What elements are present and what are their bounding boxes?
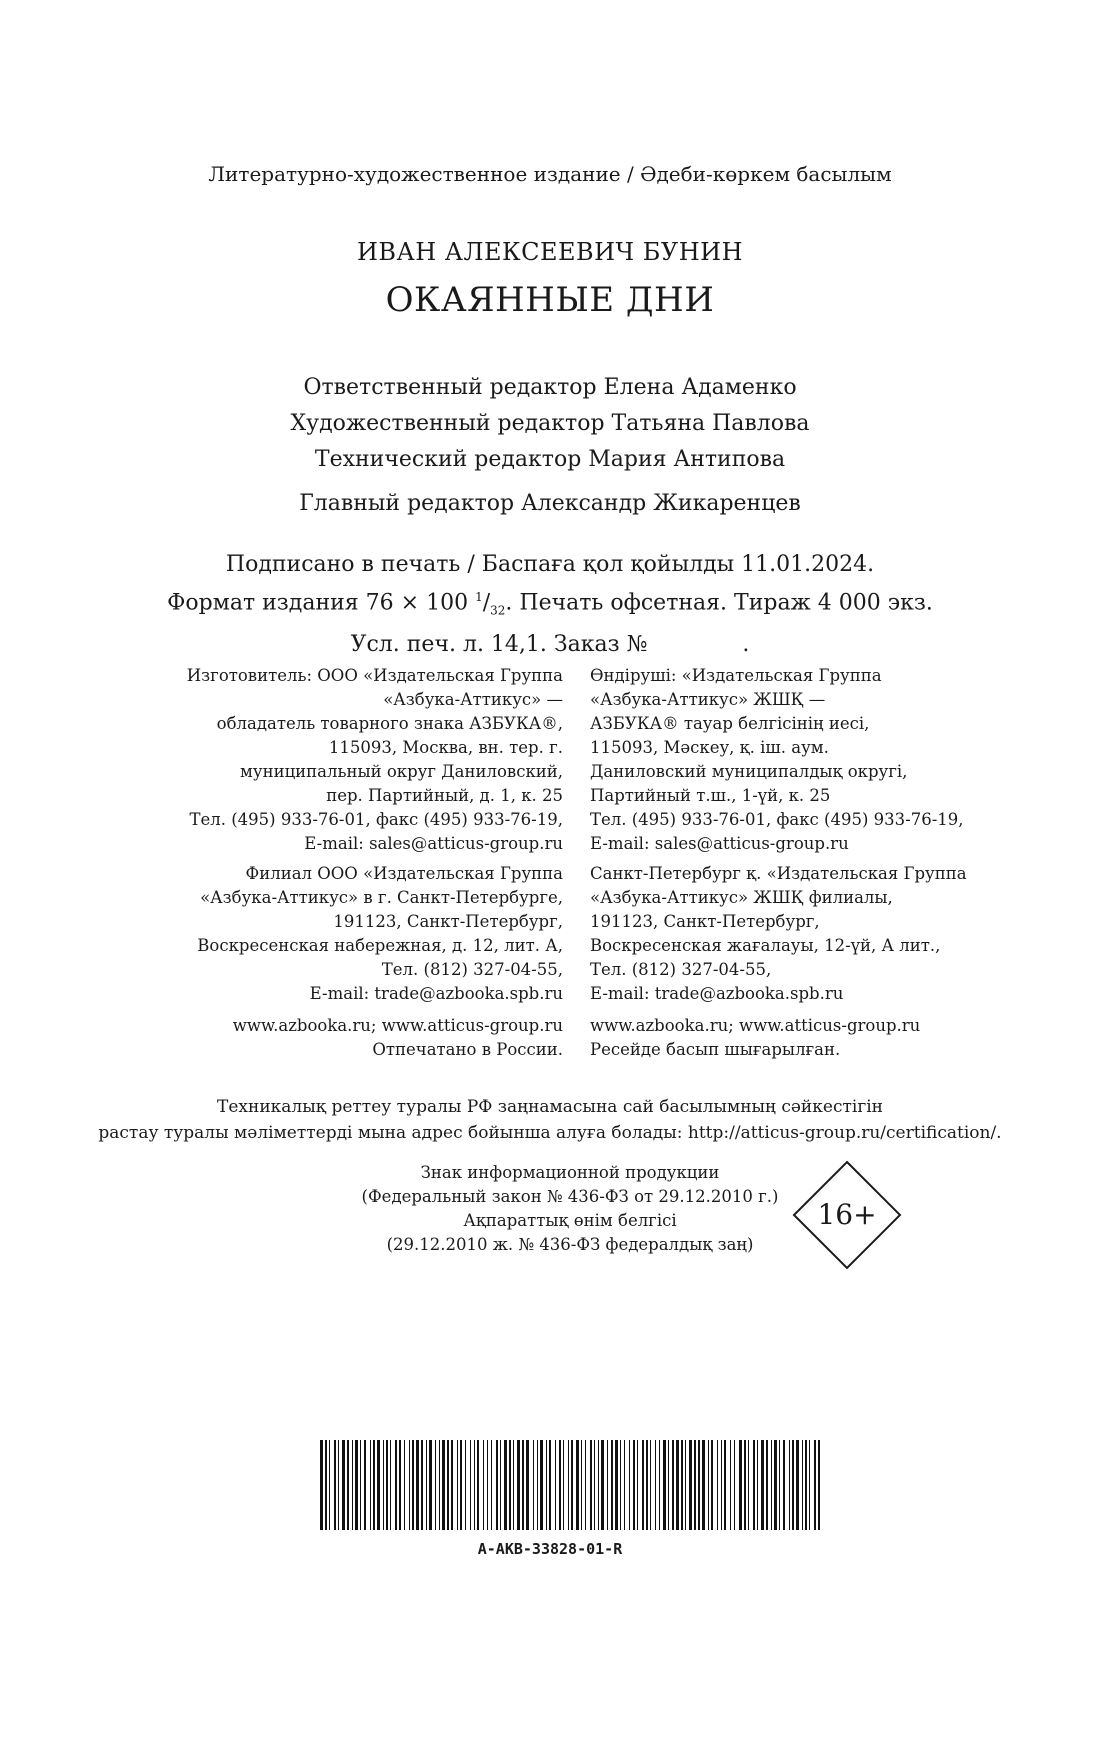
branch-kz-line: «Азбука-Аттикус» ЖШҚ филиалы, [590,888,893,907]
barcode-bar [646,1440,648,1530]
barcode-bar [526,1440,529,1530]
barcode-bar [721,1440,722,1530]
order-line [0,628,1100,661]
barcode-bar [611,1440,613,1530]
barcode-bar [685,1440,686,1530]
barcode-bar [805,1440,807,1530]
barcode-bar [483,1440,484,1530]
certification-line: растау туралы мәліметтерді мына адрес бойынша алуға болады: http://atticus-group.ru/certification/. [98,1123,1002,1143]
barcode-bar [399,1440,401,1530]
barcode-bar [537,1440,538,1530]
barcode-bar [607,1440,608,1530]
manufacturer-kz [590,664,964,856]
barcode-bar [383,1440,384,1530]
manufacturer-kz-line: 115093, Мәскеу, қ. іш. аум. [590,738,829,757]
barcode-bar [496,1440,498,1530]
format-suffix: . Печать офсетная. Тираж 4 000 экз. [505,590,933,616]
barcode-bar [744,1440,746,1530]
barcode-bar [442,1440,445,1530]
barcode-bar [447,1440,449,1530]
barcode-bar [818,1440,820,1530]
barcode-bar [708,1440,709,1530]
barcode-bar [439,1440,440,1530]
manufacturer-ru-line: обладатель товарного знака АЗБУКА®, [216,714,563,733]
barcode-bar [509,1440,511,1530]
genre-line: Литературно-художественное издание / Әдеби-көркем басылым [208,162,892,186]
manufacturer-kz-line: Даниловский муниципалдық округі, [590,762,908,781]
manufacturer-ru [187,664,563,856]
manufacturer-kz-line: АЗБУКА® тауар белгісінің иесі, [590,714,870,733]
certification-note [0,1094,1100,1146]
format-numerator: 1 [475,590,483,604]
barcode-bar [655,1440,656,1530]
manufacturer-ru-line: пер. Партийный, д. 1, к. 25 [326,786,563,805]
branch-kz-line: Воскресенская жағалауы, 12-үй, А лит., [590,936,941,955]
barcode-bar [663,1440,666,1530]
manufacturer-ru-line: E-mail: sales@atticus-group.ru [304,834,563,853]
responsible-editor: Ответственный редактор Елена Адаменко [303,375,797,400]
barcode-bar [792,1440,794,1530]
certification-line: Техникалық реттеу туралы РФ заңнамасына сай басылымның сәйкестігін [217,1097,883,1117]
branch-ru [197,862,563,1006]
author-name: ИВАН АЛЕКСЕЕВИЧ БУНИН [356,238,743,266]
art-editor: Художественный редактор Татьяна Павлова [290,411,810,436]
barcode-bar [724,1440,726,1530]
barcode-bar [540,1440,543,1530]
barcode-bar [409,1440,410,1530]
barcode-bar [668,1440,669,1530]
barcode-bar [435,1440,436,1530]
book-title: ОКАЯННЫЕ ДНИ [385,280,715,320]
age-rating-badge [792,1160,902,1270]
barcode-bar [689,1440,692,1530]
info-sign-line: (Федеральный закон № 436-ФЗ от 29.12.2010 г.) [361,1187,779,1206]
branch-ru-line: Воскресенская набережная, д. 12, лит. А, [197,936,563,955]
barcode-bar [698,1440,700,1530]
barcode-bar [571,1440,573,1530]
barcode-bar [474,1440,475,1530]
barcode-bar [338,1440,339,1530]
barcode-bar [757,1440,758,1530]
barcode-bar [601,1440,604,1530]
info-sign-line: Ақпараттық өнім белгісі [463,1211,677,1230]
barcode-bar [460,1440,462,1530]
barcode-bar [814,1440,816,1530]
branch-ru-line: 191123, Санкт-Петербург, [333,912,563,931]
barcode-bar [809,1440,810,1530]
manufacturer-kz-line: Партийный т.ш., 1-үй, к. 25 [590,786,831,805]
barcode-bar [373,1440,375,1530]
barcode-bar [513,1440,514,1530]
branch-kz [590,862,967,1006]
info-sign-line: Знак информационной продукции [420,1163,720,1182]
barcode [320,1440,820,1530]
barcode-bar [533,1440,534,1530]
manufacturer-ru-line: 115093, Москва, вн. тер. г. [328,738,563,757]
barcode-bar [779,1440,780,1530]
printed-in-russia: Отпечатано в России. [372,1040,563,1059]
age-rating-text: 16+ [817,1198,877,1231]
manufacturer-kz-line: Тел. (495) 933-76-01, факс (495) 933-76-19, [590,810,964,829]
printed-in-russia-kz: Ресейде басып шығарылған. [590,1040,841,1059]
barcode-bar [500,1440,501,1530]
barcode-bar [386,1440,388,1530]
barcode-bar [766,1440,768,1530]
barcode-bar [429,1440,432,1530]
barcode-bar [581,1440,582,1530]
barcode-bar [555,1440,556,1530]
barcode-bar [761,1440,764,1530]
barcode-bar [563,1440,564,1530]
barcode-bar [568,1440,569,1530]
barcode-bar [753,1440,755,1530]
barcode-bar [320,1440,323,1530]
format-slash: / [482,590,491,616]
barcode-bar [487,1440,488,1530]
barcode-bar [702,1440,705,1530]
barcode-bar [615,1440,618,1530]
order-text: Усл. печ. л. 14,1. Заказ № [350,631,648,657]
branch-ru-line: «Азбука-Аттикус» в г. Санкт-Петербурге, [200,888,563,907]
format-line [0,581,1100,628]
web-kz [590,1014,920,1062]
websites-kz: www.azbooka.ru; www.atticus-group.ru [590,1016,921,1035]
barcode-bar [734,1440,735,1530]
barcode-bar [796,1440,799,1530]
barcode-bar [390,1440,391,1530]
format-denominator: 32 [490,603,506,618]
barcode-bar [730,1440,731,1530]
barcode-bar [457,1440,458,1530]
barcode-bar [624,1440,625,1530]
barcode-bar [416,1440,419,1530]
barcode-bar [360,1440,361,1530]
branch-kz-line: Санкт-Петербург қ. «Издательская Группа [590,864,967,883]
barcode-bar [517,1440,520,1530]
barcode-bar [637,1440,638,1530]
barcode-bar [802,1440,803,1530]
barcode-bar [325,1440,327,1530]
print-info [0,548,1100,661]
barcode-bar [347,1440,349,1530]
barcode-bar [748,1440,749,1530]
branch-kz-line: 191123, Санкт-Петербург, [590,912,820,931]
barcode-bar [739,1440,742,1530]
manufacturer-ru-line: «Азбука-Аттикус» — [383,690,563,709]
barcode-bar [672,1440,674,1530]
barcode-bar [717,1440,718,1530]
barcode-bar [522,1440,524,1530]
manufacturer-kz-line: «Азбука-Аттикус» ЖШҚ — [590,690,826,709]
barcode-bar [620,1440,621,1530]
barcode-bar [404,1440,405,1530]
barcode-bar [559,1440,561,1530]
branch-ru-line: E-mail: trade@azbooka.spb.ru [309,984,563,1003]
barcode-bar [352,1440,353,1530]
barcode-bar [676,1440,679,1530]
branch-kz-line: E-mail: trade@azbooka.spb.ru [590,984,844,1003]
barcode-bar [329,1440,330,1530]
barcode-bar [549,1440,551,1530]
manufacturer-kz-line: Өндіруші: «Издательская Группа [590,666,882,685]
barcode-bar [370,1440,371,1530]
barcode-bar [504,1440,507,1530]
barcode-bar [377,1440,380,1530]
branch-ru-line: Тел. (812) 327-04-55, [381,960,563,979]
barcode-bar [629,1440,630,1530]
manufacturer-ru-line: Изготовитель: ООО «Издательская Группа [186,666,563,685]
web-ru [233,1014,563,1062]
manufacturer-ru-line: муниципальный округ Даниловский, [240,762,563,781]
barcode-bar [783,1440,785,1530]
barcode-bar [491,1440,492,1530]
barcode-bar [642,1440,644,1530]
branch-ru-line: Филиал ООО «Издательская Группа [245,864,563,883]
signed-to-print: Подписано в печать / Баспаға қол қойылды 11.01.2024. [225,552,875,577]
barcode-bar [395,1440,397,1530]
barcode-bar [711,1440,713,1530]
barcode-bar [355,1440,358,1530]
chief-editor: Главный редактор Александр Жикаренцев [299,491,801,516]
barcode-bar [576,1440,579,1530]
barcode-bar [598,1440,599,1530]
barcode-bar [681,1440,683,1530]
barcode-bar [342,1440,345,1530]
editors-block [0,370,1100,478]
barcode-bar [585,1440,586,1530]
barcode-bar [590,1440,592,1530]
barcode-bar [465,1440,466,1530]
info-sign-line: (29.12.2010 ж. № 436-ФЗ федералдық заң) [386,1235,754,1254]
barcode-bar [546,1440,547,1530]
barcode-bar [774,1440,777,1530]
barcode-bar [451,1440,453,1530]
technical-editor: Технический редактор Мария Антипова [314,447,786,472]
manufacturer-kz-line: E-mail: sales@atticus-group.ru [590,834,849,853]
barcode-bar [594,1440,595,1530]
barcode-bar [412,1440,414,1530]
barcode-label: A-AKB-33828-01-R [477,1540,623,1558]
order-dot: . [742,631,750,657]
barcode-bar [364,1440,366,1530]
format-prefix: Формат издания 76 × 100 [167,590,476,616]
barcode-bar [633,1440,635,1530]
barcode-bar [789,1440,790,1530]
info-product-sign [330,1161,810,1257]
barcode-bar [659,1440,660,1530]
barcode-bar [470,1440,471,1530]
barcode-bar [477,1440,479,1530]
branch-kz-line: Тел. (812) 327-04-55, [590,960,772,979]
barcode-bar [421,1440,423,1530]
barcode-bar [771,1440,772,1530]
barcode-bar [334,1440,336,1530]
manufacturer-ru-line: Тел. (495) 933-76-01, факс (495) 933-76-19, [189,810,563,829]
websites-ru: www.azbooka.ru; www.atticus-group.ru [232,1016,563,1035]
barcode-bar [426,1440,427,1530]
barcode-bar [650,1440,651,1530]
barcode-bar [694,1440,696,1530]
